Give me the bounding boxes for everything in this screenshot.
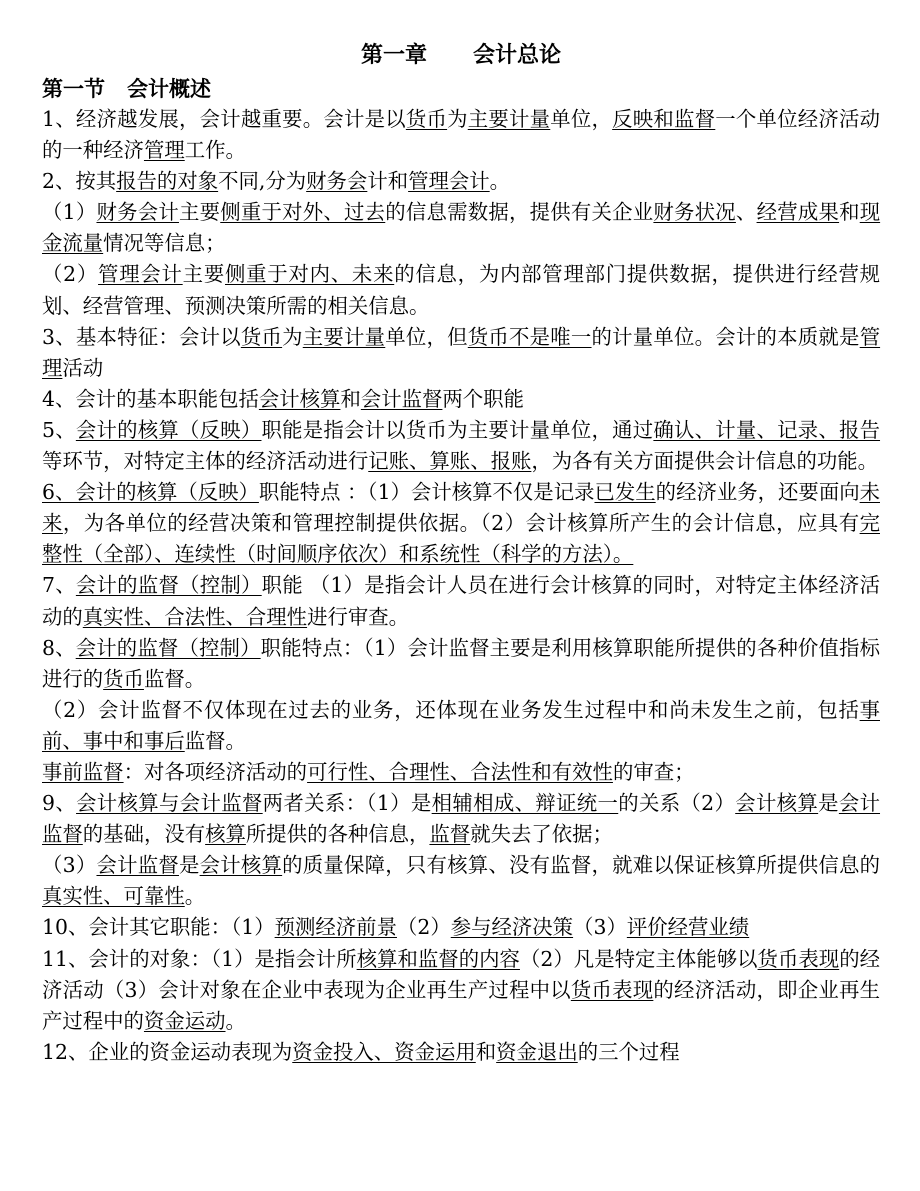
text-run: 单位， [550, 107, 613, 131]
underlined-text: 会计监督 [360, 386, 443, 411]
text-run: 一个单位经济活动的一种经济 [42, 107, 881, 163]
underlined-text: 会计监督 [96, 853, 179, 878]
underlined-text: 货币 [240, 324, 283, 349]
paragraph [42, 695, 880, 757]
underlined-text: 事前、事中和事后 [42, 697, 880, 753]
underlined-text: 核算 [205, 822, 246, 847]
text-run: 所提供的各种信息， [245, 822, 430, 847]
underlined-text: 会计的监督（控制） [75, 635, 261, 660]
text-run: 的三个过程 [577, 1039, 680, 1064]
text-run: 和 [839, 200, 860, 225]
underlined-text: 报告的对象 [116, 169, 219, 194]
paragraph [42, 477, 880, 570]
text-run: 、 [735, 200, 757, 225]
underlined-text: 侧重于对内、未来 [224, 262, 395, 287]
underlined-text: 完整性（全部）、连续性（时间顺序依次）和系统性（科学的方法）。 [42, 511, 880, 567]
section-number: 第一节 [42, 77, 105, 101]
paragraph [42, 166, 880, 197]
chapter-number: 第一章 [360, 43, 427, 68]
text-run: 职能特点 ：（1）会计核算不仅是记录 [258, 480, 595, 505]
text-run: 5、 [42, 417, 76, 442]
text-run: 12、企业的资金运动表现为 [42, 1039, 293, 1064]
underlined-text: 货币 [405, 107, 448, 131]
paragraph [42, 197, 880, 259]
text-run: 是 [178, 853, 200, 878]
underlined-text: 真实性、合法性、合理性 [82, 604, 308, 629]
underlined-text: 确认、计量、记录、报告 [653, 417, 881, 442]
text-run: 不同,分为 [218, 169, 307, 194]
underlined-text: 会计的核算（反映） [75, 417, 262, 442]
text-run: 等环节，对特定主体的经济活动进行 [42, 449, 369, 474]
text-run: 7、 [42, 573, 76, 598]
text-run: 的经济业务，还要面向 [655, 480, 860, 505]
chapter-name: 会计总论 [473, 43, 562, 68]
paragraph [42, 757, 880, 788]
text-run: 监督。 [143, 666, 206, 691]
underlined-text: 反映和监督 [612, 107, 716, 131]
text-run: 和 [340, 386, 361, 411]
text-run: 是 [818, 791, 839, 816]
underlined-text: 评价经营业绩 [626, 915, 750, 940]
paragraph [42, 850, 880, 912]
underlined-text: 主要计量 [467, 107, 551, 131]
paragraph [42, 322, 880, 384]
paragraph [42, 944, 880, 1037]
text-run: 的信息，为内部管理部门提供数据，提供进行经营规划、经营管理、预测决策所需的相关信息。 [42, 262, 881, 318]
underlined-text: 可行性、合理性、合法性和有效性 [307, 759, 613, 784]
text-run: 职能 （1）是指会计人员在进行会计核算的同时，对特定主体经济活动的 [42, 573, 881, 629]
text-run: 情况等信息； [103, 231, 226, 256]
underlined-text: 管理会计 [408, 169, 490, 194]
underlined-text: 已发生 [594, 480, 656, 505]
text-run: 的审查； [612, 759, 695, 784]
underlined-text: 核算和监督的内容 [356, 946, 520, 971]
text-run: 为 [447, 107, 468, 131]
underlined-text: 记账、算账、报账 [368, 449, 532, 474]
text-run: （3） [42, 853, 97, 878]
text-run: 两者关系：（1）是 [262, 791, 432, 816]
text-run: 职能是指会计以货币为主要计量单位，通过 [261, 417, 654, 442]
underlined-text: 货币不是唯一 [467, 324, 592, 349]
text-run: 的关系（2） [618, 791, 736, 816]
underlined-text: 管理 [143, 138, 185, 163]
paragraph [42, 788, 880, 850]
underlined-text: 资金退出 [496, 1039, 578, 1064]
underlined-text: 货币表现 [757, 946, 840, 971]
underlined-text: 资金投入、资金运用 [292, 1039, 476, 1064]
underlined-text: 预测经济前景 [274, 915, 397, 940]
text-run: ，为各有关方面提供会计信息的功能。 [531, 449, 879, 474]
underlined-text: 未来 [42, 480, 880, 536]
text-run: （2）会计监督不仅体现在过去的业务，还体现在业务发生过程中和尚未发生之前，包括 [42, 697, 860, 722]
text-run: 。 [225, 1008, 246, 1033]
underlined-text: 会计监督 [42, 791, 881, 847]
text-run: 监督。 [184, 728, 246, 753]
underlined-text: 会计的监督（控制） [75, 573, 262, 598]
paragraph [42, 104, 880, 166]
text-run: 主要 [178, 200, 221, 225]
underlined-text: 资金运动 [143, 1008, 226, 1033]
text-run: 的质量保障，只有核算、没有监督，就难以保证核算所提供信息的 [282, 853, 881, 878]
underlined-text: 财务会 [306, 169, 368, 194]
text-run: 就失去了依据； [470, 822, 613, 847]
underlined-text: 真实性、可靠性 [42, 884, 185, 909]
paragraph [42, 633, 880, 695]
text-run: 主要 [182, 262, 225, 287]
text-run: （3） [573, 915, 627, 940]
underlined-text: 事前监督 [42, 759, 124, 784]
paragraph [42, 259, 880, 321]
text-run: 11、会计的对象：（1）是指会计所 [42, 946, 357, 971]
underlined-text: 货币表现 [570, 977, 654, 1002]
text-run: 工作。 [184, 138, 246, 163]
underlined-text: 监督 [429, 822, 471, 847]
text-run: 2、按其 [42, 169, 117, 194]
body-text [42, 104, 880, 1068]
underlined-text: 管理会计 [98, 262, 183, 287]
underlined-text: 现金流量 [42, 200, 881, 256]
text-run: 职能特点：（1）会计监督主要是利用核算职能所提供的各种价值指标进行的 [42, 635, 880, 691]
underlined-text: 财务状况 [653, 200, 736, 225]
text-run: 的计量单位。会计的本质就是 [591, 324, 860, 349]
paragraph [42, 1037, 880, 1068]
underlined-text: 会计核算 [735, 791, 819, 816]
underlined-text: 侧重于对外、过去 [220, 200, 386, 225]
text-run: 单位，但 [385, 324, 468, 349]
paragraph [42, 384, 880, 415]
text-run: 。 [489, 169, 511, 194]
text-run: 4、会计的基本职能包括 [42, 386, 259, 411]
text-run: 进行审查。 [307, 604, 410, 629]
text-run: 两个职能 [442, 386, 524, 411]
text-run: ，为各单位的经营决策和管理控制提供依据。（2）会计核算所产生的会计信息，应具有 [62, 511, 860, 536]
text-run: ：对各项经济活动的 [123, 759, 308, 784]
text-run: 10、会计其它职能：（1） [42, 915, 275, 940]
text-run: 的经济活动，即企业再生产过程中的 [42, 977, 881, 1033]
underlined-text: 相辅相成、辩证统一 [431, 791, 619, 816]
text-run: 3、基本特征：会计以 [42, 324, 241, 349]
paragraph [42, 415, 880, 477]
text-run: 和 [475, 1039, 497, 1064]
text-run: 为 [282, 324, 303, 349]
underlined-text: 财务会计 [96, 200, 179, 225]
chapter-title [42, 40, 880, 74]
text-run: （2） [42, 262, 99, 287]
underlined-text: 会计核算 [258, 386, 341, 411]
text-run: （1） [42, 200, 97, 225]
underlined-text: 管理 [42, 324, 881, 380]
text-run: 活动 [62, 355, 104, 380]
text-run: 计和 [367, 169, 409, 194]
paragraph [42, 912, 880, 943]
underlined-text: 6、会计的核算（反映） [42, 480, 259, 505]
text-run: 8、 [42, 635, 76, 660]
text-run: 9、 [42, 791, 77, 816]
underlined-text: 主要计量 [302, 324, 386, 349]
text-run: （2） [396, 915, 451, 940]
text-run: 的基础，没有 [82, 822, 206, 847]
text-run: （2）凡是特定主体能够以 [519, 946, 758, 971]
underlined-text: 经营成果 [756, 200, 840, 225]
underlined-text: 参与经济决策 [450, 915, 574, 940]
section-name: 会计概述 [127, 77, 211, 101]
section-heading [42, 74, 880, 104]
underlined-text: 货币 [103, 666, 144, 691]
underlined-text: 会计核算与会计监督 [76, 791, 263, 816]
text-run: 的信息需数据，提供有关企业 [385, 200, 654, 225]
paragraph [42, 570, 880, 632]
text-run: 的经济活动（3）会计对象在企业中表现为企业再生产过程中以 [42, 946, 881, 1002]
text-run: 1、经济越发展，会计越重要。会计是以 [42, 107, 406, 131]
underlined-text: 会计核算 [199, 853, 283, 878]
text-run: 。 [184, 884, 206, 909]
